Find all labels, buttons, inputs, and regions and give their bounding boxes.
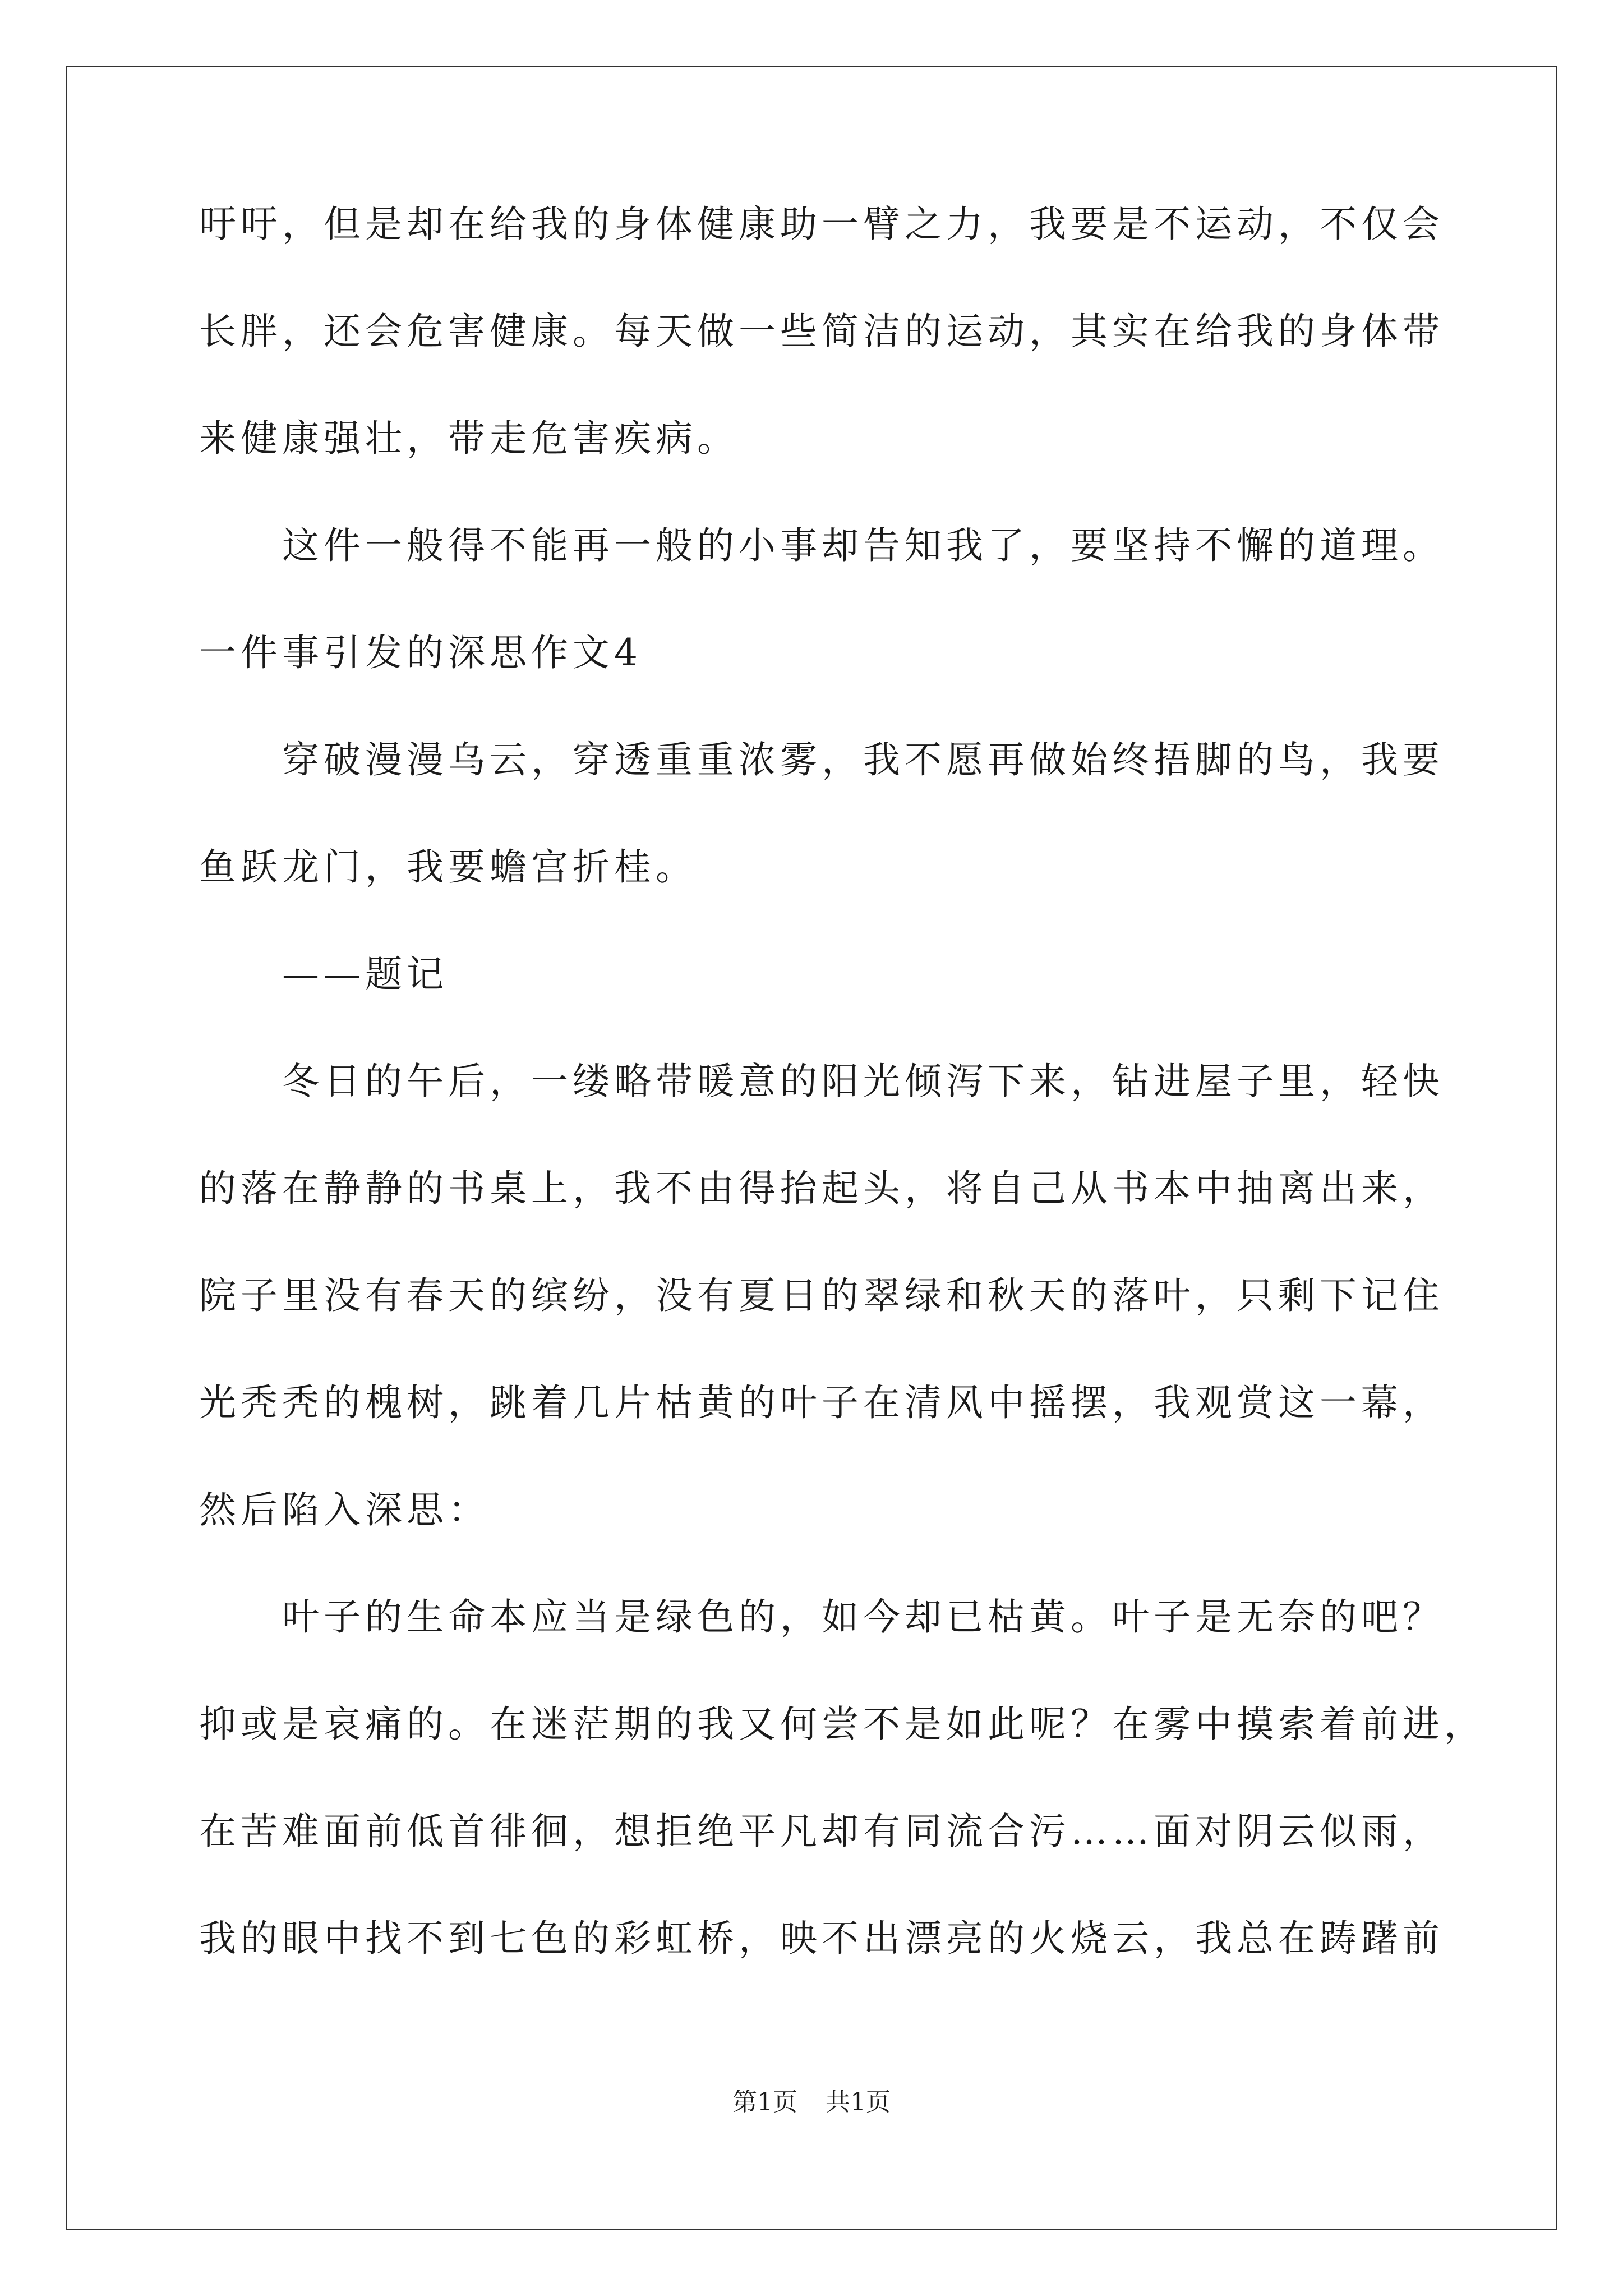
page-footer [0, 2086, 1623, 2119]
text-line: 在苦难面前低首徘徊，想拒绝平凡却有同流合污……面对阴云似雨， [199, 1810, 1444, 1853]
text-line: 叶子的生命本应当是绿色的，如今却已枯黄。叶子是无奈的吧？ [199, 1595, 1444, 1639]
text-line: 然后陷入深思： [199, 1488, 490, 1531]
text-line: 鱼跃龙门，我要蟾宫折桂。 [199, 845, 697, 889]
text-line: 长胖，还会危害健康。每天做一些简洁的运动，其实在给我的身体带 [199, 310, 1444, 353]
text-line: 院子里没有春天的缤纷，没有夏日的翠绿和秋天的落叶，只剩下记住 [199, 1274, 1444, 1317]
page-border [66, 66, 1557, 2230]
page-number-total: 共1页 [826, 2088, 891, 2116]
page-number-current: 第1页 [732, 2088, 797, 2116]
text-line: 穿破漫漫乌云，穿透重重浓雾，我不愿再做始终捂脚的鸟，我要 [199, 738, 1444, 781]
text-line: 我的眼中找不到七色的彩虹桥，映不出漂亮的火烧云，我总在踌躇前 [199, 1917, 1444, 1960]
text-line: 冬日的午后，一缕略带暖意的阳光倾泻下来，钻进屋子里，轻快 [199, 1060, 1444, 1103]
epigraph-attribution: ——题记 [199, 953, 448, 996]
text-line: 抑或是哀痛的。在迷茫期的我又何尝不是如此呢？在雾中摸索着前进， [199, 1703, 1486, 1746]
text-line: 这件一般得不能再一般的小事却告知我了，要坚持不懈的道理。 [199, 524, 1444, 567]
text-line: 光秃秃的槐树，跳着几片枯黄的叶子在清风中摇摆，我观赏这一幕， [199, 1381, 1444, 1424]
text-line: 吁吁，但是却在给我的身体健康助一臂之力，我要是不运动，不仅会 [199, 203, 1444, 246]
text-line: 的落在静静的书桌上，我不由得抬起头，将自己从书本中抽离出来， [199, 1167, 1444, 1210]
text-line: 来健康强壮，带走危害疾病。 [199, 417, 739, 460]
section-heading: 一件事引发的深思作文4 [199, 631, 642, 674]
